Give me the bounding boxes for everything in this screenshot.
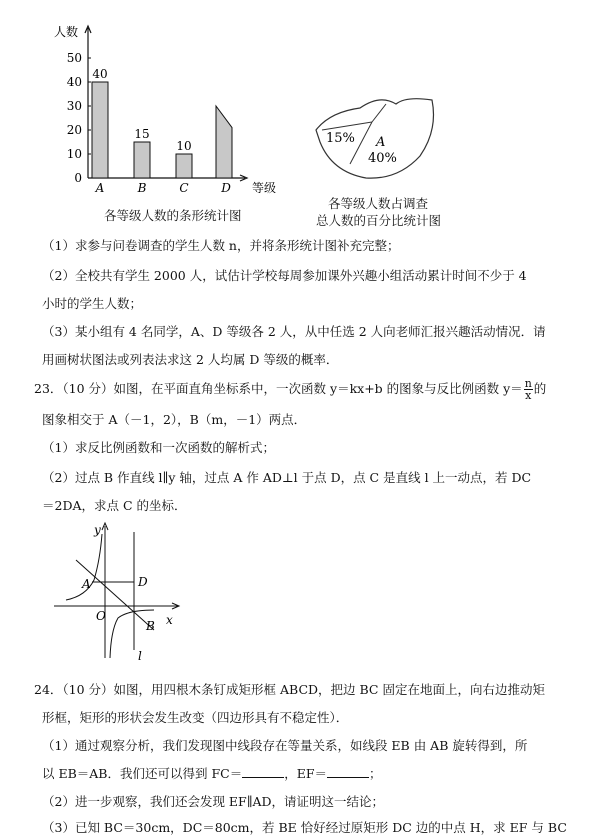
q24-part1-mid: ，EF＝ [284,766,328,781]
q23-heading-text: 23．（10 分）如图，在平面直角坐标系中，一次函数 y＝kx+b 的图象与反比例函数 y＝ [34,381,523,396]
q23-part2-line2: ＝2DA，求点 C 的坐标． [42,498,187,513]
q23-heading-end: 的 [533,381,547,396]
bar [92,82,108,178]
label-o: O [96,609,106,623]
bar-chart [40,20,290,200]
pie-chart-title-2: 总人数的百分比统计图 [316,213,442,228]
label-l: l [138,649,142,663]
bar-category-label: A [95,181,105,195]
q23-part1: （1）求反比例函数和一次函数的解析式； [42,440,275,455]
label-b: B [146,619,155,633]
bar-y-tick-label: 20 [66,123,82,137]
bar-category-label: C [179,181,189,195]
pie-slice-value-a: 40% [368,151,397,166]
bar-y-tick-label: 50 [66,51,82,65]
q24-part1-line1: （1）通过观察分析，我们发现图中线段存在等量关系，如线段 EB 由 AB 旋转得到，所 [42,738,528,753]
pie-slice-label-a: A [376,135,386,150]
q23-figure [50,520,185,665]
answer-blank-ef[interactable] [327,765,369,778]
bar [134,142,150,178]
hyperbola-lower-right [110,610,154,658]
bar-data-label: 40 [92,67,108,81]
label-a: A [82,577,91,591]
bar-y-tick-label: 30 [66,99,82,113]
label-d: D [138,575,148,589]
q24-part1-end: ； [369,766,382,781]
q22-part1: （1）求参与问卷调查的学生人数 n，并将条形统计图补充完整； [42,238,400,253]
q24-part3: （3）已知 BC＝30cm，DC＝80cm，若 BE 恰好经过原矩形 DC 边的中点 H，求 EF 与 BC [42,820,567,835]
label-y: y [94,523,101,537]
q22-part2-line2: 小时的学生人数； [42,296,143,311]
q24-part2: （2）进一步观察，我们还会发现 EF∥AD，请证明这一结论； [42,794,385,809]
q23-frac-den: x [525,389,532,402]
pie-slice-label-15: 15% [326,131,355,146]
bar-x-label: 等级 [252,181,277,195]
q23-fraction [524,378,533,401]
answer-blank-fc[interactable] [242,765,284,778]
q24-line2: 形框，矩形的形状会发生改变（四边形具有不稳定性）． [42,710,349,725]
q22-part2-line1: （2）全校共有学生 2000 人，试估计学校每周参加课外兴趣小组活动累计时间不少于 4 [42,268,527,283]
bar-y-label: 人数 [54,25,79,39]
bar-d-partial [216,106,232,178]
q23-heading [34,378,546,401]
q22-part3-line2: 用画树状图法或列表法求这 2 人均属 D 等级的概率． [42,352,339,367]
bar-category-label: B [137,181,147,195]
q23-frac-num: n [524,377,532,390]
bar-chart-title: 各等级人数的条形统计图 [104,208,242,223]
q22-part3-line1: （3）某小组有 4 名同学，A、D 等级各 2 人，从中任选 2 人向老师汇报兴趣活动情况．请 [42,324,546,339]
bar-data-label: 15 [134,127,150,141]
q24-part1-line2 [42,764,382,782]
bar [176,154,192,178]
bar-y-tick-label: 40 [66,75,82,89]
q23-line2: 图象相交于 A（－1，2），B（m，－1）两点． [42,412,307,427]
bar-data-label: 10 [176,139,192,153]
pie-chart [310,90,440,185]
bar-y-tick-label: 10 [66,147,82,161]
bar-y-tick-label: 0 [74,171,82,185]
label-x: x [166,613,173,627]
q23-part2-line1: （2）过点 B 作直线 l∥y 轴，过点 A 作 AD⊥l 于点 D，点 C 是直线 l 上一动点，若 DC [42,470,532,485]
linear-line [76,560,154,630]
pie-chart-title-1: 各等级人数占调查 [328,196,429,211]
bar-category-label: D [221,181,231,195]
q24-part1-pre: 以 EB＝AB．我们还可以得到 FC＝ [42,766,243,781]
q24-heading: 24．（10 分）如图，用四根木条钉成矩形框 ABCD，把边 BC 固定在地面上，向右边推动矩 [34,682,545,697]
